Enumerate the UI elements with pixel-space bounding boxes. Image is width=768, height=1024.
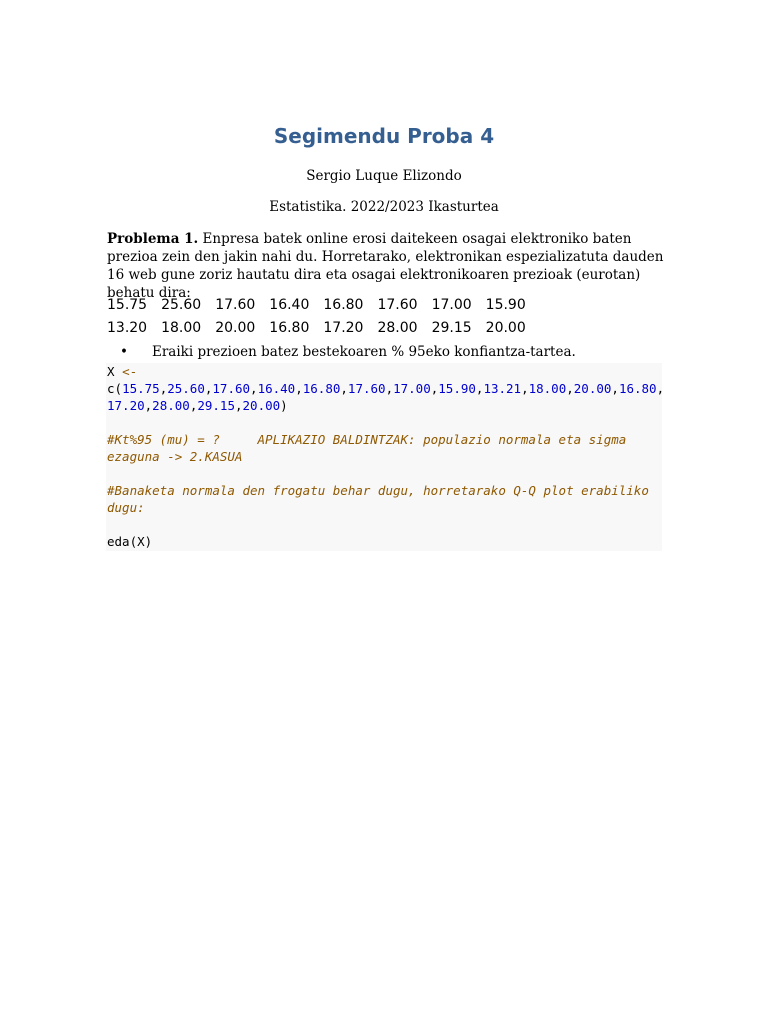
price-row-1 bbox=[107, 297, 540, 313]
price-cell: 18.00 bbox=[161, 320, 202, 336]
code-number: 16.40 bbox=[257, 381, 296, 396]
price-cell: 16.80 bbox=[269, 320, 310, 336]
code-comma: , bbox=[521, 381, 529, 396]
price-cell: 20.00 bbox=[485, 320, 526, 336]
code-c-open: c( bbox=[107, 381, 123, 396]
code-number: 17.60 bbox=[212, 381, 251, 396]
code-call: eda(X) bbox=[107, 534, 153, 549]
code-number: 16.80 bbox=[618, 381, 657, 396]
code-blank bbox=[107, 414, 662, 431]
price-cell: 17.20 bbox=[323, 320, 364, 336]
author-name: Sergio Luque Elizondo bbox=[306, 168, 462, 184]
price-cell: 16.80 bbox=[323, 297, 364, 313]
code-comma: , bbox=[611, 381, 619, 396]
course-line: Estatistika. 2022/2023 Ikasturtea bbox=[269, 199, 499, 215]
code-comma: , bbox=[475, 381, 484, 396]
price-cell: 17.60 bbox=[215, 297, 256, 313]
code-line bbox=[107, 380, 665, 397]
problem-label: Problema 1. bbox=[107, 231, 199, 247]
code-comma: , bbox=[295, 381, 303, 396]
bullet-text: Eraiki prezioen batez bestekoaren % 95eko konfiantza-tartea. bbox=[152, 344, 576, 360]
code-number: 25.60 bbox=[167, 381, 205, 396]
price-row-2 bbox=[107, 320, 540, 336]
code-number: 28.00 bbox=[152, 398, 190, 413]
code-number: 20.00 bbox=[242, 398, 281, 413]
code-number: 17.60 bbox=[347, 381, 386, 396]
code-number: 17.00 bbox=[393, 381, 431, 396]
code-comma: , bbox=[656, 381, 665, 396]
code-number: 13.21 bbox=[483, 381, 522, 396]
code-assign: <- bbox=[122, 364, 138, 379]
problem-text: Enpresa batek online erosi daitekeen osagai elektroniko baten prezioa zein den jakin nahi du. Horretarako, elektronikan espezializatuta dauden 16 web gune zoriz hautatu dira eta osagai elektronikoaren prezioak (eurotan) behatu dira: bbox=[107, 231, 664, 301]
price-cell: 15.90 bbox=[485, 297, 526, 313]
code-var: X bbox=[107, 364, 123, 379]
code-number: 17.20 bbox=[107, 398, 145, 413]
code-block bbox=[106, 363, 665, 551]
code-number: 20.00 bbox=[573, 381, 612, 396]
price-cell: 17.60 bbox=[377, 297, 418, 313]
code-paren: ) bbox=[280, 398, 288, 413]
code-comment: #Kt%95 (mu) = ? APLIKAZIO BALDINTZAK: populazio normala eta sigma bbox=[107, 432, 627, 447]
code-comma: , bbox=[189, 398, 198, 413]
code-comma: , bbox=[385, 381, 394, 396]
bullet-icon: • bbox=[120, 344, 128, 360]
code-comment: dugu: bbox=[107, 500, 145, 515]
price-cell: 13.20 bbox=[107, 320, 148, 336]
price-cell: 16.40 bbox=[269, 297, 310, 313]
price-cell: 28.00 bbox=[377, 320, 418, 336]
document-title: Segimendu Proba 4 bbox=[273, 124, 495, 148]
code-comma: , bbox=[234, 398, 243, 413]
price-cell: 17.00 bbox=[431, 297, 472, 313]
price-cell: 29.15 bbox=[431, 320, 472, 336]
code-comment: #Banaketa normala den frogatu behar dugu, horretarako Q-Q plot erabiliko bbox=[107, 483, 649, 498]
code-comma: , bbox=[340, 381, 348, 396]
code-number: 15.90 bbox=[438, 381, 476, 396]
code-comma: , bbox=[430, 381, 439, 396]
code-line bbox=[107, 363, 662, 380]
code-line bbox=[107, 397, 662, 414]
code-blank bbox=[107, 516, 662, 533]
price-cell: 20.00 bbox=[215, 320, 256, 336]
code-comma: , bbox=[250, 381, 258, 396]
code-number: 16.80 bbox=[302, 381, 341, 396]
code-comma: , bbox=[204, 381, 213, 396]
code-number: 29.15 bbox=[197, 398, 235, 413]
code-number: 18.00 bbox=[528, 381, 567, 396]
code-comma: , bbox=[144, 398, 153, 413]
task-bullet bbox=[120, 344, 576, 360]
code-comma: , bbox=[566, 381, 574, 396]
code-comment: ezaguna -> 2.KASUA bbox=[107, 449, 243, 464]
code-comma: , bbox=[159, 381, 168, 396]
price-cell: 15.75 bbox=[107, 297, 148, 313]
code-number: 15.75 bbox=[122, 381, 160, 396]
price-cell: 25.60 bbox=[161, 297, 202, 313]
code-blank bbox=[107, 465, 662, 482]
problem-statement bbox=[107, 230, 667, 302]
